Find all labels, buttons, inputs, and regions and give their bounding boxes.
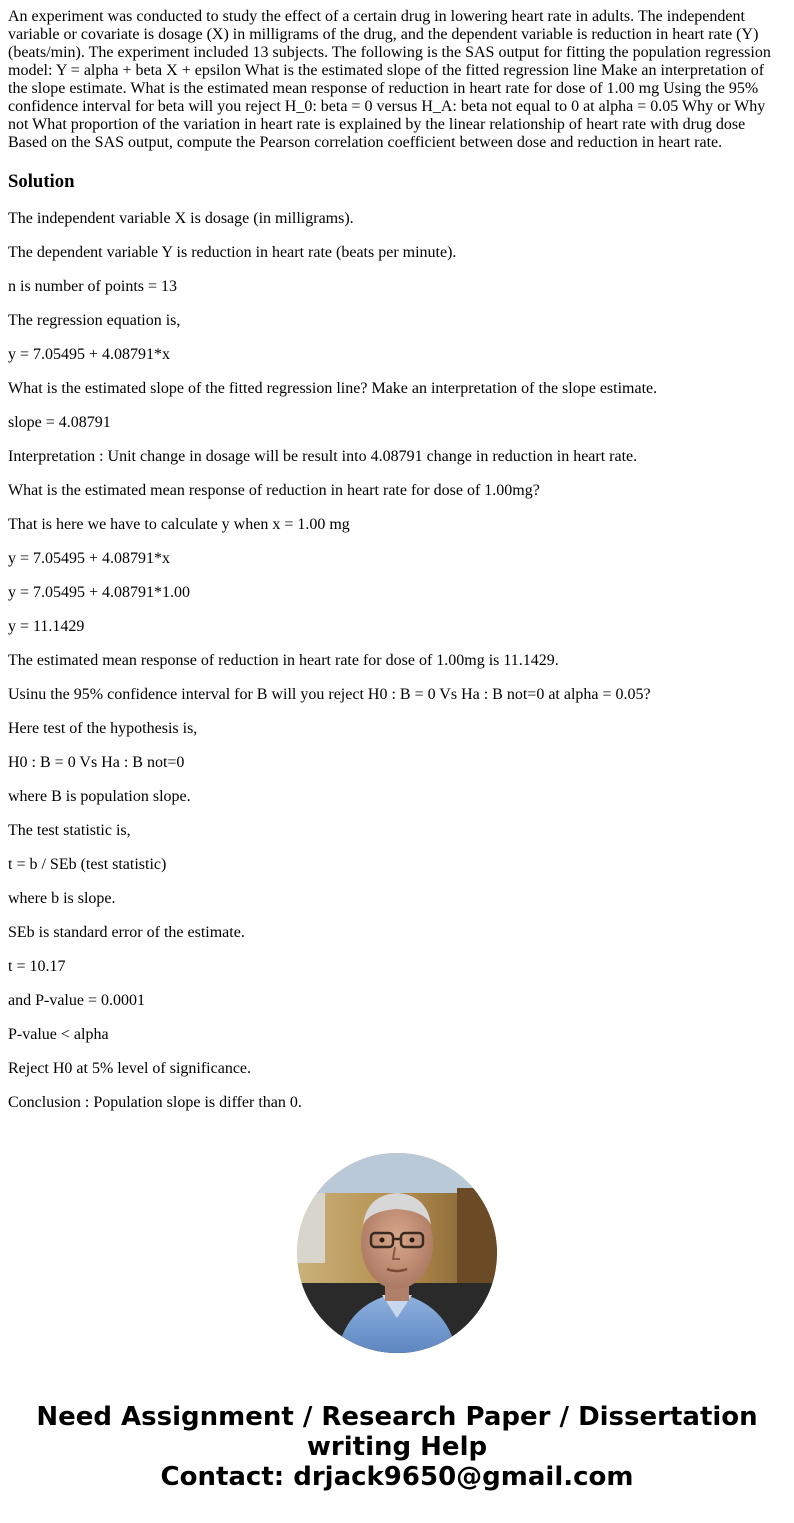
solution-line: The independent variable X is dosage (in milligrams). bbox=[8, 210, 354, 227]
solution-line: Usinu the 95% confidence interval for B will you reject H0 : B = 0 Vs Ha : B not=0 at alpha = 0.05? bbox=[8, 686, 651, 703]
solution-line: t = 10.17 bbox=[8, 958, 66, 975]
solution-line: where B is population slope. bbox=[8, 788, 191, 805]
solution-line: H0 : B = 0 Vs Ha : B not=0 bbox=[8, 754, 185, 771]
solution-line: What is the estimated slope of the fitted regression line? Make an interpretation of the slope estimate. bbox=[8, 380, 658, 397]
solution-line: The regression equation is, bbox=[8, 312, 181, 329]
solution-lines bbox=[8, 210, 786, 1112]
solution-line: y = 7.05495 + 4.08791*x bbox=[8, 346, 171, 363]
solution-line: Here test of the hypothesis is, bbox=[8, 720, 198, 737]
footer-contact bbox=[0, 1402, 794, 1492]
solution-heading: Solution bbox=[8, 171, 75, 192]
solution-line: P-value < alpha bbox=[8, 1026, 109, 1043]
solution-line: y = 7.05495 + 4.08791*1.00 bbox=[8, 584, 191, 601]
solution-line: Interpretation : Unit change in dosage will be result into 4.08791 change in reduction in heart rate. bbox=[8, 448, 638, 465]
solution-line: y = 11.1429 bbox=[8, 618, 85, 635]
solution-line: t = b / SEb (test statistic) bbox=[8, 856, 167, 873]
solution-line: slope = 4.08791 bbox=[8, 414, 111, 431]
footer-contact-email: Contact: drjack9650@gmail.com bbox=[160, 1462, 634, 1492]
solution-line: The test statistic is, bbox=[8, 822, 131, 839]
solution-line: Conclusion : Population slope is differ than 0. bbox=[8, 1094, 302, 1111]
footer-line: writing Help bbox=[306, 1432, 488, 1462]
solution-line: and P-value = 0.0001 bbox=[8, 992, 145, 1009]
solution-line: y = 7.05495 + 4.08791*x bbox=[8, 550, 171, 567]
solution-line: where b is slope. bbox=[8, 890, 116, 907]
author-photo bbox=[297, 1153, 497, 1353]
document-body bbox=[8, 8, 786, 1112]
question-text: An experiment was conducted to study the effect of a certain drug in lowering heart rate in adults. The independent variable or covariate is dosage (X) in milligrams of the drug, and the dependent variable is reduction in heart rate (Y) (beats/min). The experiment included 13 subjects. The following is the SAS output for fitting the population regression model: Y = alpha + beta X + epsilon What is the estimated slope of the fitted regression line Make an interpretation of the slope estimate. What is the estimated mean response of reduction in heart rate for dose of 1.00 mg Using the 95% confidence interval for beta will you reject H_0: beta = 0 versus H_A: beta not equal to 0 at alpha = 0.05 Why or Why not What proportion of the variation in heart rate is explained by the linear relationship of heart rate with drug dose Based on the SAS output, compute the Pearson correlation coefficient between dose and reduction in heart rate. bbox=[8, 8, 771, 151]
footer-line: Need Assignment / Research Paper / Dissertation bbox=[36, 1402, 758, 1432]
solution-line: What is the estimated mean response of reduction in heart rate for dose of 1.00mg? bbox=[8, 482, 540, 499]
solution-line: SEb is standard error of the estimate. bbox=[8, 924, 245, 941]
solution-line: The dependent variable Y is reduction in heart rate (beats per minute). bbox=[8, 244, 457, 261]
solution-line: n is number of points = 13 bbox=[8, 278, 178, 295]
solution-line: That is here we have to calculate y when x = 1.00 mg bbox=[8, 516, 350, 533]
solution-line: The estimated mean response of reduction in heart rate for dose of 1.00mg is 11.1429. bbox=[8, 652, 559, 669]
solution-line: Reject H0 at 5% level of significance. bbox=[8, 1060, 252, 1077]
author-avatar bbox=[297, 1153, 497, 1353]
